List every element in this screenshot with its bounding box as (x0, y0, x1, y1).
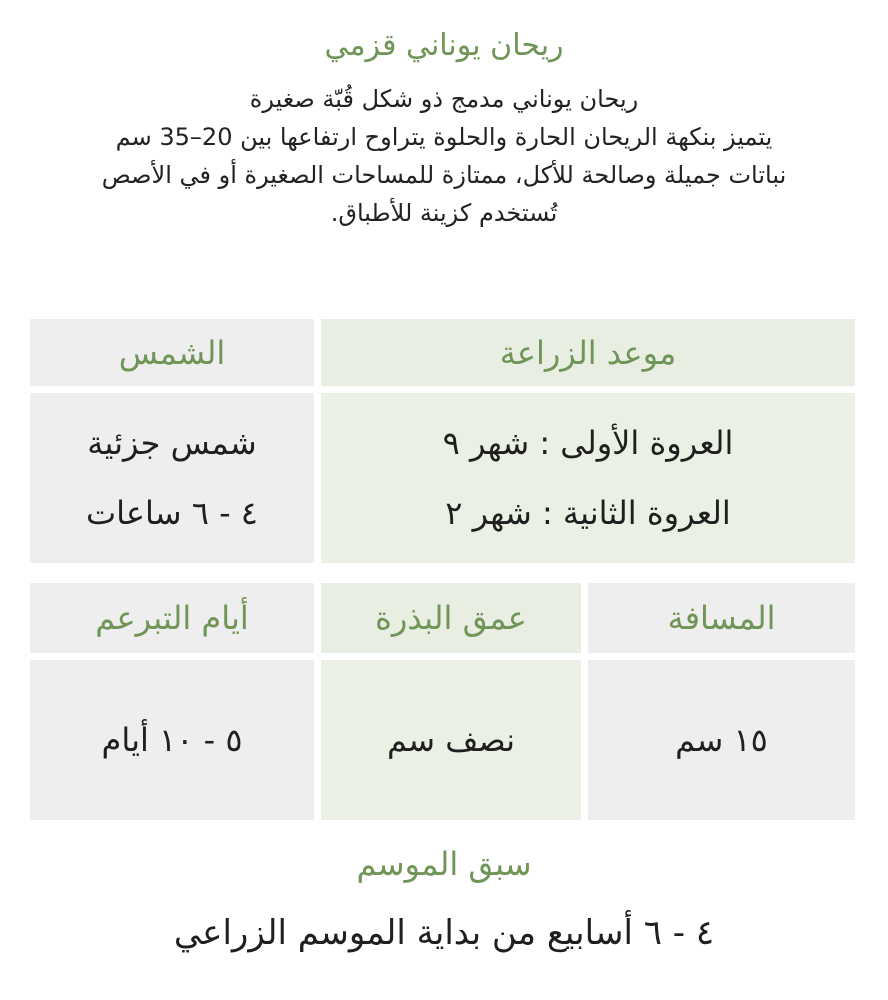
seed-depth-header-cell (321, 583, 581, 653)
planting-season-second: العروة الثانية : شهر ٢ (445, 494, 731, 532)
distance-value: ١٥ سم (675, 721, 768, 759)
seed-depth-value: نصف سم (386, 721, 516, 759)
description-line: تُستخدم كزينة للأطباق. (330, 199, 558, 227)
distance-header-cell (588, 583, 855, 653)
planting-season-first: العروة الأولى : شهر ٩ (442, 424, 734, 462)
germination-cell (30, 660, 314, 820)
distance-header: المسافة (667, 599, 776, 637)
sun-hours: ٤ - ٦ ساعات (86, 494, 258, 532)
sun-header-cell (30, 319, 314, 386)
season-lead-label: سبق الموسم (356, 845, 532, 883)
germination-header-cell (30, 583, 314, 653)
sun-header: الشمس (118, 333, 226, 372)
planting-date-cell (321, 393, 855, 563)
sun-exposure: شمس جزئية (87, 424, 257, 462)
planting-date-header-cell (321, 319, 855, 386)
description-line: نباتات جميلة وصالحة للأكل، ممتازة للمساحات الصغيرة أو في الأصص (101, 161, 787, 189)
sun-cell (30, 393, 314, 563)
plant-description (30, 80, 858, 232)
distance-cell (588, 660, 855, 820)
seed-depth-header: عمق البذرة (375, 599, 527, 637)
germination-header: أيام التبرعم (95, 599, 249, 637)
germination-value: ٥ - ١٠ أيام (101, 721, 243, 759)
description-line: ريحان يوناني مدمج ذو شكل قُبّة صغيرة (249, 85, 639, 113)
description-line: يتميز بنكهة الريحان الحارة والحلوة يتراوح ارتفاعها بين 20–35 سم (115, 123, 773, 151)
planting-date-header: موعد الزراعة (499, 333, 677, 372)
plant-title: ريحان يوناني قزمي (324, 28, 564, 63)
season-lead-value: ٤ - ٦ أسابيع من بداية الموسم الزراعي (173, 913, 715, 953)
seed-depth-cell (321, 660, 581, 820)
